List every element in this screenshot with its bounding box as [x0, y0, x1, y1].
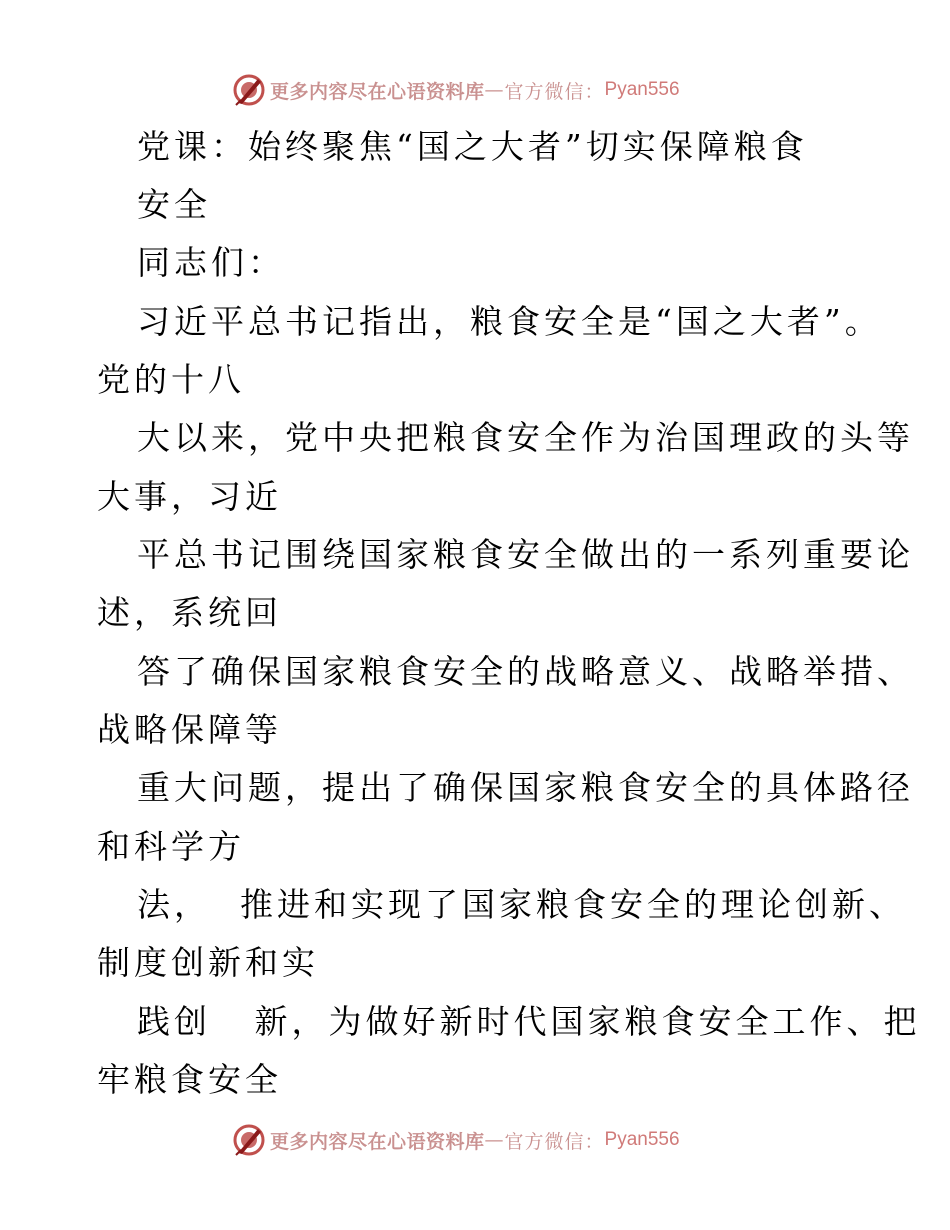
paragraph-line: 和科学方: [97, 827, 245, 866]
paragraph-line: 述，系统回: [97, 593, 282, 632]
paragraph-line: 习近平总书记指出，粮食安全是“国之大者”。: [137, 302, 882, 341]
quill-seal-icon: [232, 1123, 266, 1157]
watermark-banner-bottom: [232, 1120, 680, 1160]
watermark-dash: —: [484, 79, 505, 101]
watermark-wechat-id: Pyan556: [604, 1129, 680, 1150]
paragraph-line: 法， 推进和实现了国家粮食安全的理论创新、: [137, 885, 906, 924]
paragraph-line: 党的十八: [97, 360, 245, 399]
document-title-line-2: 安全: [137, 185, 211, 224]
watermark-brand-text: 更多内容尽在心语资料库: [270, 1130, 485, 1153]
salutation: 同志们：: [137, 243, 285, 282]
watermark-wechat-label: 官方微信：: [504, 80, 605, 103]
watermark-banner-top: [232, 70, 680, 110]
document-title-line-1: 党课：始终聚焦“国之大者”切实保障粮食: [137, 127, 808, 166]
paragraph-line: 践创 新，为做好新时代国家粮食安全工作、把: [137, 1002, 921, 1041]
paragraph-line: 答了确保国家粮食安全的战略意义、战略举措、: [137, 652, 914, 691]
quill-seal-icon: [232, 73, 266, 107]
paragraph-line: 牢粮食安全: [97, 1060, 282, 1099]
paragraph-line: 大以来，党中央把粮食安全作为治国理政的头等: [137, 418, 914, 457]
watermark-brand-text: 更多内容尽在心语资料库: [270, 80, 485, 103]
watermark-dash: —: [484, 1129, 505, 1151]
paragraph-line: 大事，习近: [97, 477, 282, 516]
paragraph-line: 制度创新和实: [97, 943, 319, 982]
paragraph-line: 重大问题，提出了确保国家粮食安全的具体路径: [137, 768, 914, 807]
watermark-wechat-id: Pyan556: [604, 79, 680, 100]
watermark-wechat-label: 官方微信：: [504, 1130, 605, 1153]
paragraph-line: 战略保障等: [97, 710, 282, 749]
paragraph-line: 平总书记围绕国家粮食安全做出的一系列重要论: [137, 535, 914, 574]
